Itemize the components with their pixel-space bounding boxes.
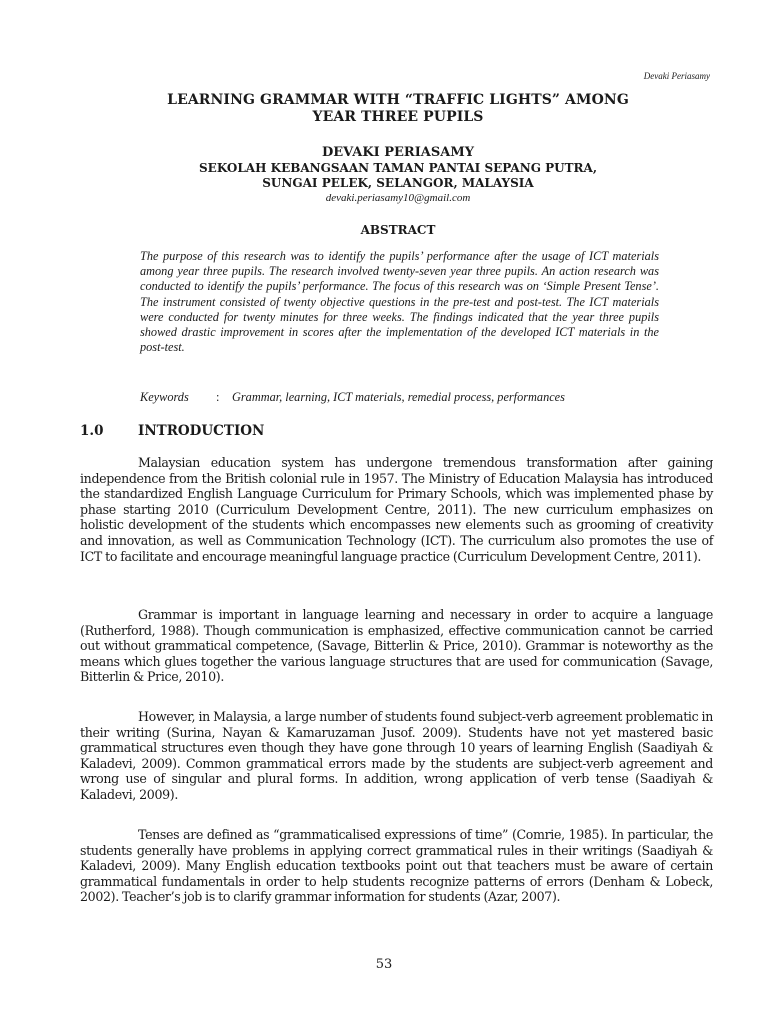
author-name: DEVAKI PERIASAMY [321,145,475,160]
keywords-line [140,390,700,405]
running-head: Devaki Periasamy [643,71,710,81]
abstract-text: The purpose of this research was to identify the pupils’ performance after the usage of ICT materials among year three pupils. The research involved twenty-seven year three pupils. An action research was conducted to identify the pupils’ performance. The focus of this research was on ‘Simple Present Tense’. The instrument consisted of twenty objective questions in the pre-test and post-test. The ICT materials were conducted for twenty minutes for three weeks. The findings indicated that the year three pupils showed drastic improvement in scores after the implementation of the developed ICT materials in the post-test. [140,249,659,355]
keywords-value: Grammar, learning, ICT materials, remedial process, performances [232,390,565,404]
section-title: INTRODUCTION [138,423,265,439]
author-email: devaki.periasamy10@gmail.com [325,192,471,204]
affiliation-line-2: SUNGAI PELEK, SELANGOR, MALAYSIA [262,176,534,190]
body-paragraph: However, in Malaysia, a large number of students found subject-verb agreement problematic in their writing (Surina, Nayan & Kamaruzaman Jusof. 2009). Students have not yet mastered basic grammatical structures even though they have gone through 10 years of learning English (Saadiyah & Kaladevi, 2009). Common grammatical errors made by the students are subject-verb agreement and wrong use of singular and plural forms. In addition, wrong application of verb tense (Saadiyah & Kaladevi, 2009). [80,709,713,802]
page-number: 53 [375,957,393,972]
section-heading [80,423,264,439]
affiliation-line-1: SEKOLAH KEBANGSAAN TAMAN PANTAI SEPANG PUTRA, [199,161,597,175]
keywords-label: Keywords [140,390,189,404]
body-paragraph: Tenses are defined as “grammaticalised expressions of time” (Comrie, 1985). In particular, the students generally have problems in applying correct grammatical rules in their writings (Saadiyah & Kaladevi, 2009). Many English education textbooks point out that teachers must be aware of certain grammatical fundamentals in order to help students recognize patterns of errors (Denham & Lobeck, 2002). Teacher’s job is to clarify grammar information for students (Azar, 2007). [80,827,713,905]
keywords-separator: : [216,390,220,404]
paper-title-line-2: YEAR THREE PUPILS [312,109,484,125]
abstract-heading: ABSTRACT [360,223,436,237]
author-block [80,145,716,205]
section-number: 1.0 [80,423,104,439]
paper-title [80,92,716,126]
body-paragraph: Grammar is important in language learning and necessary in order to acquire a language (Rutherford, 1988). Though communication is emphasized, effective communication cannot be carried out without grammatical competence, (Savage, Bitterlin & Price, 2010). Grammar is noteworthy as the means which glues together the various language structures that are used for communication (Savage, Bitterlin & Price, 2010). [80,607,713,685]
paper-title-line-1: LEARNING GRAMMAR WITH “TRAFFIC LIGHTS” AMONG [167,92,629,108]
body-paragraph: Malaysian education system has undergone tremendous transformation after gaining independence from the British colonial rule in 1957. The Ministry of Education Malaysia has introduced the standardized English Language Curriculum for Primary Schools, which was implemented phase by phase starting 2010 (Curriculum Development Centre, 2011). The new curriculum emphasizes on holistic development of the students which encompasses new elements such as grooming of creativity and innovation, as well as Communication Technology (ICT). The curriculum also promotes the use of ICT to facilitate and encourage meaningful language practice (Curriculum Development Centre, 2011). [80,455,713,564]
